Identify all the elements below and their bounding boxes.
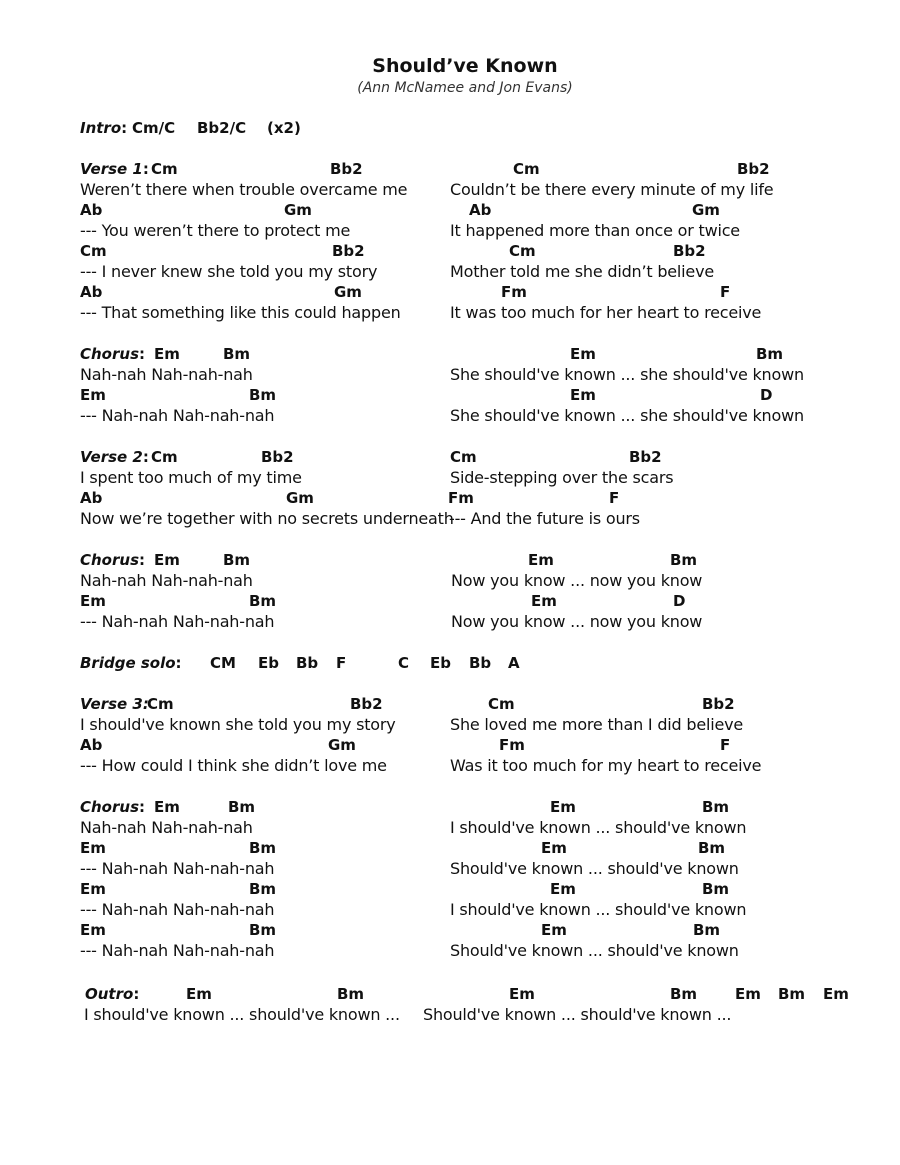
chord: Cm <box>80 242 107 260</box>
lyric-line: I should've known ... should've known <box>450 900 747 919</box>
chord: Em <box>154 798 180 816</box>
intro-label: Intro: <box>80 119 128 137</box>
chord: Em <box>80 386 106 404</box>
chord: Cm <box>509 242 536 260</box>
chord: Bm <box>223 345 251 363</box>
chord: Cm <box>488 695 515 713</box>
lyric-line: I spent too much of my time <box>80 468 302 487</box>
chord: Bb2 <box>737 160 770 178</box>
chord: F <box>336 654 347 672</box>
chord: Cm <box>151 448 178 466</box>
chorus-label: Chorus: <box>80 798 145 816</box>
lyric-line: Should've known ... should've known <box>450 859 739 878</box>
chord: Bm <box>702 798 730 816</box>
chord: Em <box>531 592 557 610</box>
lyric-line: Nah-nah Nah-nah-nah <box>80 571 253 590</box>
chord: Eb <box>258 654 279 672</box>
chord: Em <box>735 985 761 1003</box>
chord: Cm <box>147 695 174 713</box>
verse-1-label: Verse 1: <box>80 160 149 178</box>
chord: Em <box>186 985 212 1003</box>
chord: Em <box>154 345 180 363</box>
chord: Gm <box>286 489 314 507</box>
song-authors: (Ann McNamee and Jon Evans) <box>357 80 573 96</box>
chord: Bb2 <box>261 448 294 466</box>
chord: Cm/C <box>132 119 176 137</box>
chord: Bm <box>337 985 365 1003</box>
chord: Fm <box>501 283 527 301</box>
chord: Cm <box>513 160 540 178</box>
lyric-line: --- Nah-nah Nah-nah-nah <box>80 941 275 960</box>
chord: C <box>398 654 410 672</box>
chord: Fm <box>448 489 474 507</box>
chord: Bm <box>249 880 277 898</box>
chord: Eb <box>430 654 451 672</box>
lyric-line: I should've known ... should've known ... <box>84 1005 400 1024</box>
chord: Bb2 <box>350 695 383 713</box>
chord: Bm <box>670 985 698 1003</box>
chord: Ab <box>80 736 103 754</box>
lyric-line: She should've known ... she should've known <box>450 365 804 384</box>
chord: Em <box>550 880 576 898</box>
chord: Em <box>541 839 567 857</box>
chord: F <box>720 283 731 301</box>
lyric-line: --- Nah-nah Nah-nah-nah <box>80 406 275 425</box>
lyric-line: Weren’t there when trouble overcame me <box>80 180 408 199</box>
chord: Em <box>570 345 596 363</box>
lyric-line: I should've known ... should've known <box>450 818 747 837</box>
chord: Cm <box>450 448 477 466</box>
lyric-line: Mother told me she didn’t believe <box>450 262 714 281</box>
lyric-line: Should've known ... should've known ... <box>423 1005 732 1024</box>
lyric-line: It was too much for her heart to receive <box>450 303 762 322</box>
chord: Em <box>528 551 554 569</box>
chord: CM <box>210 654 236 672</box>
chord: Bb2 <box>629 448 662 466</box>
lyric-line: Now you know ... now you know <box>451 612 703 631</box>
chord: Ab <box>80 201 103 219</box>
chord: Em <box>570 386 596 404</box>
chord: Em <box>154 551 180 569</box>
lyric-line: She should've known ... she should've known <box>450 406 804 425</box>
song-title: Should’ve Known <box>372 55 558 77</box>
chord: Ab <box>469 201 492 219</box>
chord: Em <box>80 592 106 610</box>
verse-3-label: Verse 3: <box>80 695 149 713</box>
lyric-line: --- You weren’t there to protect me <box>80 221 351 240</box>
chord: Bm <box>756 345 784 363</box>
chord: Bb2 <box>330 160 363 178</box>
outro-label: Outro: <box>85 985 140 1003</box>
lyric-line: Should've known ... should've known <box>450 941 739 960</box>
chord: Bm <box>223 551 251 569</box>
chord: D <box>673 592 686 610</box>
chord: F <box>720 736 731 754</box>
chord: Bm <box>702 880 730 898</box>
lyric-line: Now we’re together with no secrets underneath <box>80 509 454 528</box>
chord: Bb2 <box>702 695 735 713</box>
chorus-label: Chorus: <box>80 345 145 363</box>
lyric-line: --- Nah-nah Nah-nah-nah <box>80 612 275 631</box>
lyric-line: --- I never knew she told you my story <box>80 262 378 281</box>
chord: Bm <box>249 592 277 610</box>
chord: Gm <box>284 201 312 219</box>
verse-2-label: Verse 2: <box>80 448 149 466</box>
lyric-line: --- That something like this could happen <box>80 303 401 322</box>
chord: Em <box>509 985 535 1003</box>
chord: Bm <box>698 839 726 857</box>
chord: Bm <box>228 798 256 816</box>
lyric-line: Side-stepping over the scars <box>450 468 674 487</box>
lyric-line: --- And the future is ours <box>449 509 640 528</box>
chord: Cm <box>151 160 178 178</box>
chord: Bm <box>249 386 277 404</box>
chord: Bm <box>249 921 277 939</box>
lyric-line: Now you know ... now you know <box>451 571 703 590</box>
lyric-line: Couldn’t be there every minute of my life <box>450 180 774 199</box>
chord: Bm <box>670 551 698 569</box>
lyric-line: Nah-nah Nah-nah-nah <box>80 818 253 837</box>
chord: Ab <box>80 489 103 507</box>
chord: Em <box>80 921 106 939</box>
chord: Bb2/C <box>197 119 247 137</box>
chord: Bb <box>469 654 492 672</box>
lyric-line: --- Nah-nah Nah-nah-nah <box>80 900 275 919</box>
chord: Bb2 <box>332 242 365 260</box>
chord: A <box>508 654 520 672</box>
chord: Bm <box>778 985 806 1003</box>
chord: Gm <box>328 736 356 754</box>
chord: Bm <box>693 921 721 939</box>
chord: D <box>760 386 773 404</box>
bridge-label: Bridge solo: <box>80 654 182 672</box>
chord: Em <box>550 798 576 816</box>
chord: Em <box>541 921 567 939</box>
chord: Fm <box>499 736 525 754</box>
chord: Ab <box>80 283 103 301</box>
lyric-line: Nah-nah Nah-nah-nah <box>80 365 253 384</box>
chord: Bb2 <box>673 242 706 260</box>
chord: Em <box>80 839 106 857</box>
lyric-line: --- How could I think she didn’t love me <box>80 756 387 775</box>
lyric-line: She loved me more than I did believe <box>450 715 744 734</box>
chord: Gm <box>334 283 362 301</box>
chord: Em <box>823 985 849 1003</box>
chorus-label: Chorus: <box>80 551 145 569</box>
chord: Bm <box>249 839 277 857</box>
lyric-line: Was it too much for my heart to receive <box>450 756 762 775</box>
lyric-line: --- Nah-nah Nah-nah-nah <box>80 859 275 878</box>
chord: Gm <box>692 201 720 219</box>
chord: Em <box>80 880 106 898</box>
chord: Bb <box>296 654 319 672</box>
lyric-line: It happened more than once or twice <box>450 221 740 240</box>
chord: F <box>609 489 620 507</box>
lyric-line: I should've known she told you my story <box>80 715 396 734</box>
repeat-marker: (x2) <box>267 119 301 137</box>
